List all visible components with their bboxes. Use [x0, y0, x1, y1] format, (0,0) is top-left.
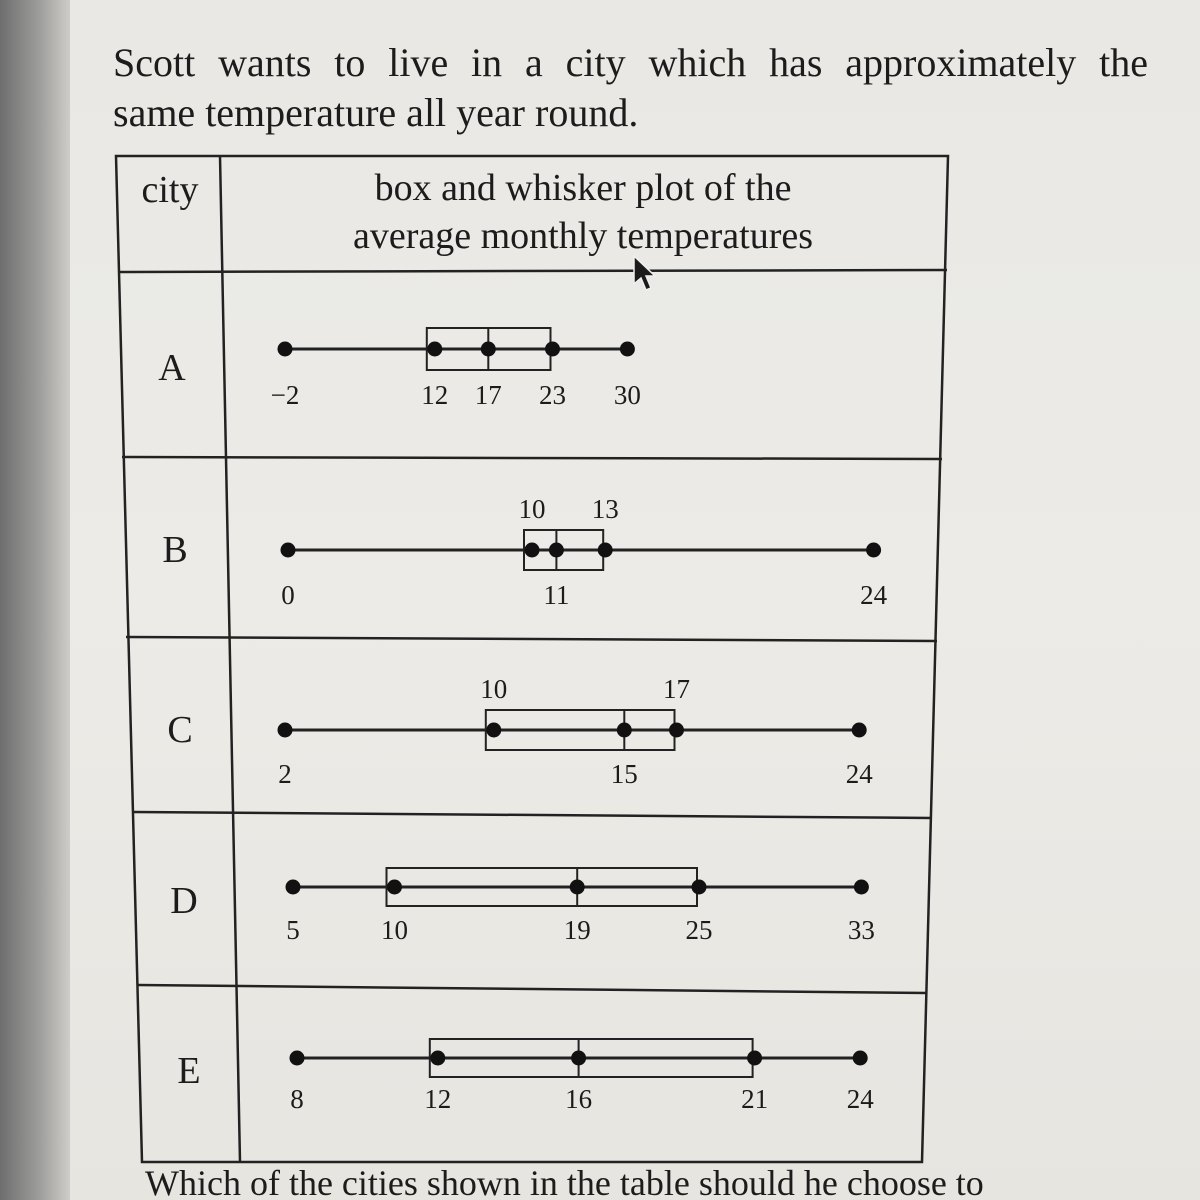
- point-q3: [692, 880, 707, 895]
- value-label-q1: 12: [424, 1084, 452, 1114]
- value-label-max: 30: [613, 380, 641, 410]
- point-max: [854, 880, 869, 895]
- row-divider: [134, 812, 932, 818]
- value-label-q1: 10: [381, 915, 408, 945]
- value-label-q1: 10: [480, 674, 508, 704]
- point-q1: [486, 723, 501, 738]
- point-min: [278, 723, 293, 738]
- point-median: [481, 342, 496, 357]
- point-q1: [427, 342, 442, 357]
- row-divider: [138, 985, 927, 993]
- point-min: [278, 342, 293, 357]
- point-median: [549, 543, 564, 558]
- point-min: [290, 1051, 305, 1066]
- box-plot-rows: [158, 328, 887, 1114]
- city-label: E: [177, 1050, 201, 1092]
- value-label-max: 33: [847, 915, 875, 945]
- box-plot-row: [170, 868, 875, 945]
- intro-line-2: same temperature all year round.: [113, 90, 639, 135]
- question-text: Which of the cities shown in the table should he choose to: [145, 1163, 984, 1200]
- value-label-median: 15: [610, 759, 638, 789]
- value-label-median: 17: [474, 380, 502, 410]
- point-q1: [525, 543, 540, 558]
- value-label-q3: 25: [685, 915, 713, 945]
- point-median: [617, 723, 632, 738]
- value-label-q1: 10: [518, 494, 546, 524]
- city-label: B: [162, 529, 188, 571]
- value-label-q3: 13: [591, 494, 619, 524]
- value-label-min: −2: [270, 380, 300, 410]
- point-q3: [545, 342, 560, 357]
- table-grid: [116, 156, 948, 1162]
- value-label-min: 2: [278, 759, 292, 789]
- value-label-min: 0: [281, 580, 295, 610]
- value-label-max: 24: [860, 580, 888, 610]
- point-min: [281, 543, 296, 558]
- row-divider: [122, 457, 942, 459]
- point-q1: [387, 880, 402, 895]
- value-label-median: 19: [563, 915, 591, 945]
- point-max: [620, 342, 635, 357]
- point-min: [286, 880, 301, 895]
- point-median: [571, 1051, 586, 1066]
- value-label-q3: 17: [663, 674, 690, 704]
- box-plot-row: [158, 328, 641, 410]
- value-label-q1: 12: [421, 380, 449, 410]
- point-median: [570, 880, 585, 895]
- point-max: [866, 543, 881, 558]
- city-label: C: [167, 709, 193, 751]
- point-q3: [747, 1051, 762, 1066]
- point-q3: [598, 543, 613, 558]
- point-max: [852, 723, 867, 738]
- box-plot-row: [177, 1039, 874, 1114]
- value-label-max: 24: [846, 1084, 874, 1114]
- point-max: [853, 1051, 868, 1066]
- value-label-q3: 21: [741, 1084, 769, 1114]
- value-label-median: 11: [543, 580, 570, 610]
- value-label-median: 16: [565, 1084, 593, 1114]
- row-divider: [126, 637, 937, 641]
- value-label-min: 5: [286, 915, 300, 945]
- city-label: A: [158, 347, 186, 389]
- mouse-cursor-icon: [634, 256, 655, 290]
- box-plot-row: [167, 674, 873, 789]
- header-city: city: [141, 169, 199, 211]
- value-label-max: 24: [845, 759, 873, 789]
- header-plot-line-2: average monthly temperatures: [352, 215, 814, 257]
- intro-line-1: Scott wants to live in a city which has approximately the: [113, 40, 1148, 85]
- value-label-q3: 23: [539, 380, 566, 410]
- point-q3: [669, 723, 684, 738]
- box-plot-row: [162, 494, 887, 610]
- city-label: D: [170, 880, 198, 922]
- column-divider: [220, 156, 240, 1162]
- point-q1: [430, 1051, 445, 1066]
- value-label-min: 8: [290, 1084, 304, 1114]
- table-border: [116, 156, 948, 1162]
- header-plot-line-1: box and whisker plot of the: [374, 167, 792, 209]
- row-divider: [118, 270, 947, 272]
